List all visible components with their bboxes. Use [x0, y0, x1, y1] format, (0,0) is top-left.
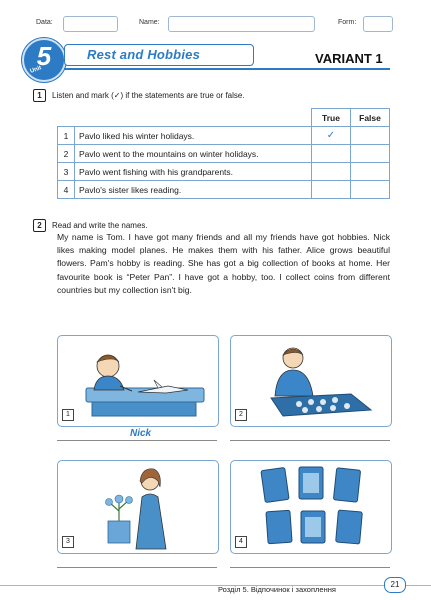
col-false: False — [351, 109, 390, 127]
col-true: True — [312, 109, 351, 127]
form-label: Form: — [338, 19, 357, 26]
page-title: Rest and Hobbies — [87, 47, 200, 62]
false-cell[interactable] — [351, 127, 390, 145]
data-label: Data: — [36, 19, 53, 26]
table-row — [58, 145, 390, 163]
task1-instruction: Listen and mark (✓) if the statements are true or false. — [52, 91, 245, 100]
answer-line-3[interactable] — [57, 567, 217, 568]
picture-number: 1 — [62, 409, 74, 421]
false-cell[interactable] — [351, 181, 390, 199]
true-cell[interactable] — [312, 163, 351, 181]
picture-number: 4 — [235, 536, 247, 548]
row-num: 1 — [58, 127, 75, 145]
footer-section: Розділ 5. Відпочинок і захоплення — [218, 585, 336, 594]
table-row — [58, 181, 390, 199]
picture-4 — [230, 460, 392, 554]
false-cell[interactable] — [351, 145, 390, 163]
books-collection-icon — [231, 461, 391, 553]
row-num: 4 — [58, 181, 75, 199]
answer-line-4[interactable] — [230, 567, 390, 568]
false-cell[interactable] — [351, 163, 390, 181]
true-cell[interactable] — [312, 181, 351, 199]
form-field[interactable] — [363, 16, 393, 32]
picture-number: 3 — [62, 536, 74, 548]
row-statement: Pavlo's sister likes reading. — [75, 181, 312, 199]
table-row — [58, 127, 390, 145]
boy-with-coin-album-icon — [231, 336, 391, 426]
reading-text: My name is Tom. I have got many friends and all my friends have got hobbies. Nick likes making model planes. He makes them with his father. Alice grows beautiful flowers. Pam's hobby is reading. She has got a big collection of books at home. Her favourite book is “Peter Pan”. I have got a hobby, too. I collect coins from different countries but my collection isn't big. — [57, 232, 390, 295]
name-label: Name: — [139, 19, 160, 26]
title-box — [64, 44, 254, 66]
answer-1: Nick — [130, 428, 152, 439]
task1-number: 1 — [33, 89, 46, 102]
task2-instruction: Read and write the names. — [52, 221, 148, 230]
picture-1 — [57, 335, 219, 427]
page-number: 21 — [384, 577, 406, 593]
girl-with-flowers-icon — [58, 461, 218, 553]
answer-line-1[interactable] — [57, 440, 217, 441]
unit-number: 5 — [36, 41, 52, 71]
unit-badge — [22, 38, 66, 82]
boy-making-model-plane-icon — [58, 336, 218, 426]
row-statement: Pavlo liked his winter holidays. — [75, 127, 312, 145]
row-statement: Pavlo went fishing with his grandparents. — [75, 163, 312, 181]
title-underline — [64, 68, 390, 70]
row-num: 3 — [58, 163, 75, 181]
name-field[interactable] — [168, 16, 315, 32]
true-false-table — [57, 108, 390, 199]
table-row — [58, 163, 390, 181]
picture-number: 2 — [235, 409, 247, 421]
variant-label: VARIANT 1 — [315, 51, 383, 66]
task2-number: 2 — [33, 219, 46, 232]
true-cell[interactable] — [312, 145, 351, 163]
picture-3 — [57, 460, 219, 554]
picture-2 — [230, 335, 392, 427]
data-field[interactable] — [63, 16, 118, 32]
unit-word: Unit — [29, 65, 43, 75]
answer-line-2[interactable] — [230, 440, 390, 441]
true-cell[interactable]: ✓ — [312, 127, 351, 145]
row-statement: Pavlo went to the mountains on winter holidays. — [75, 145, 312, 163]
row-num: 2 — [58, 145, 75, 163]
footer-divider — [0, 585, 431, 586]
